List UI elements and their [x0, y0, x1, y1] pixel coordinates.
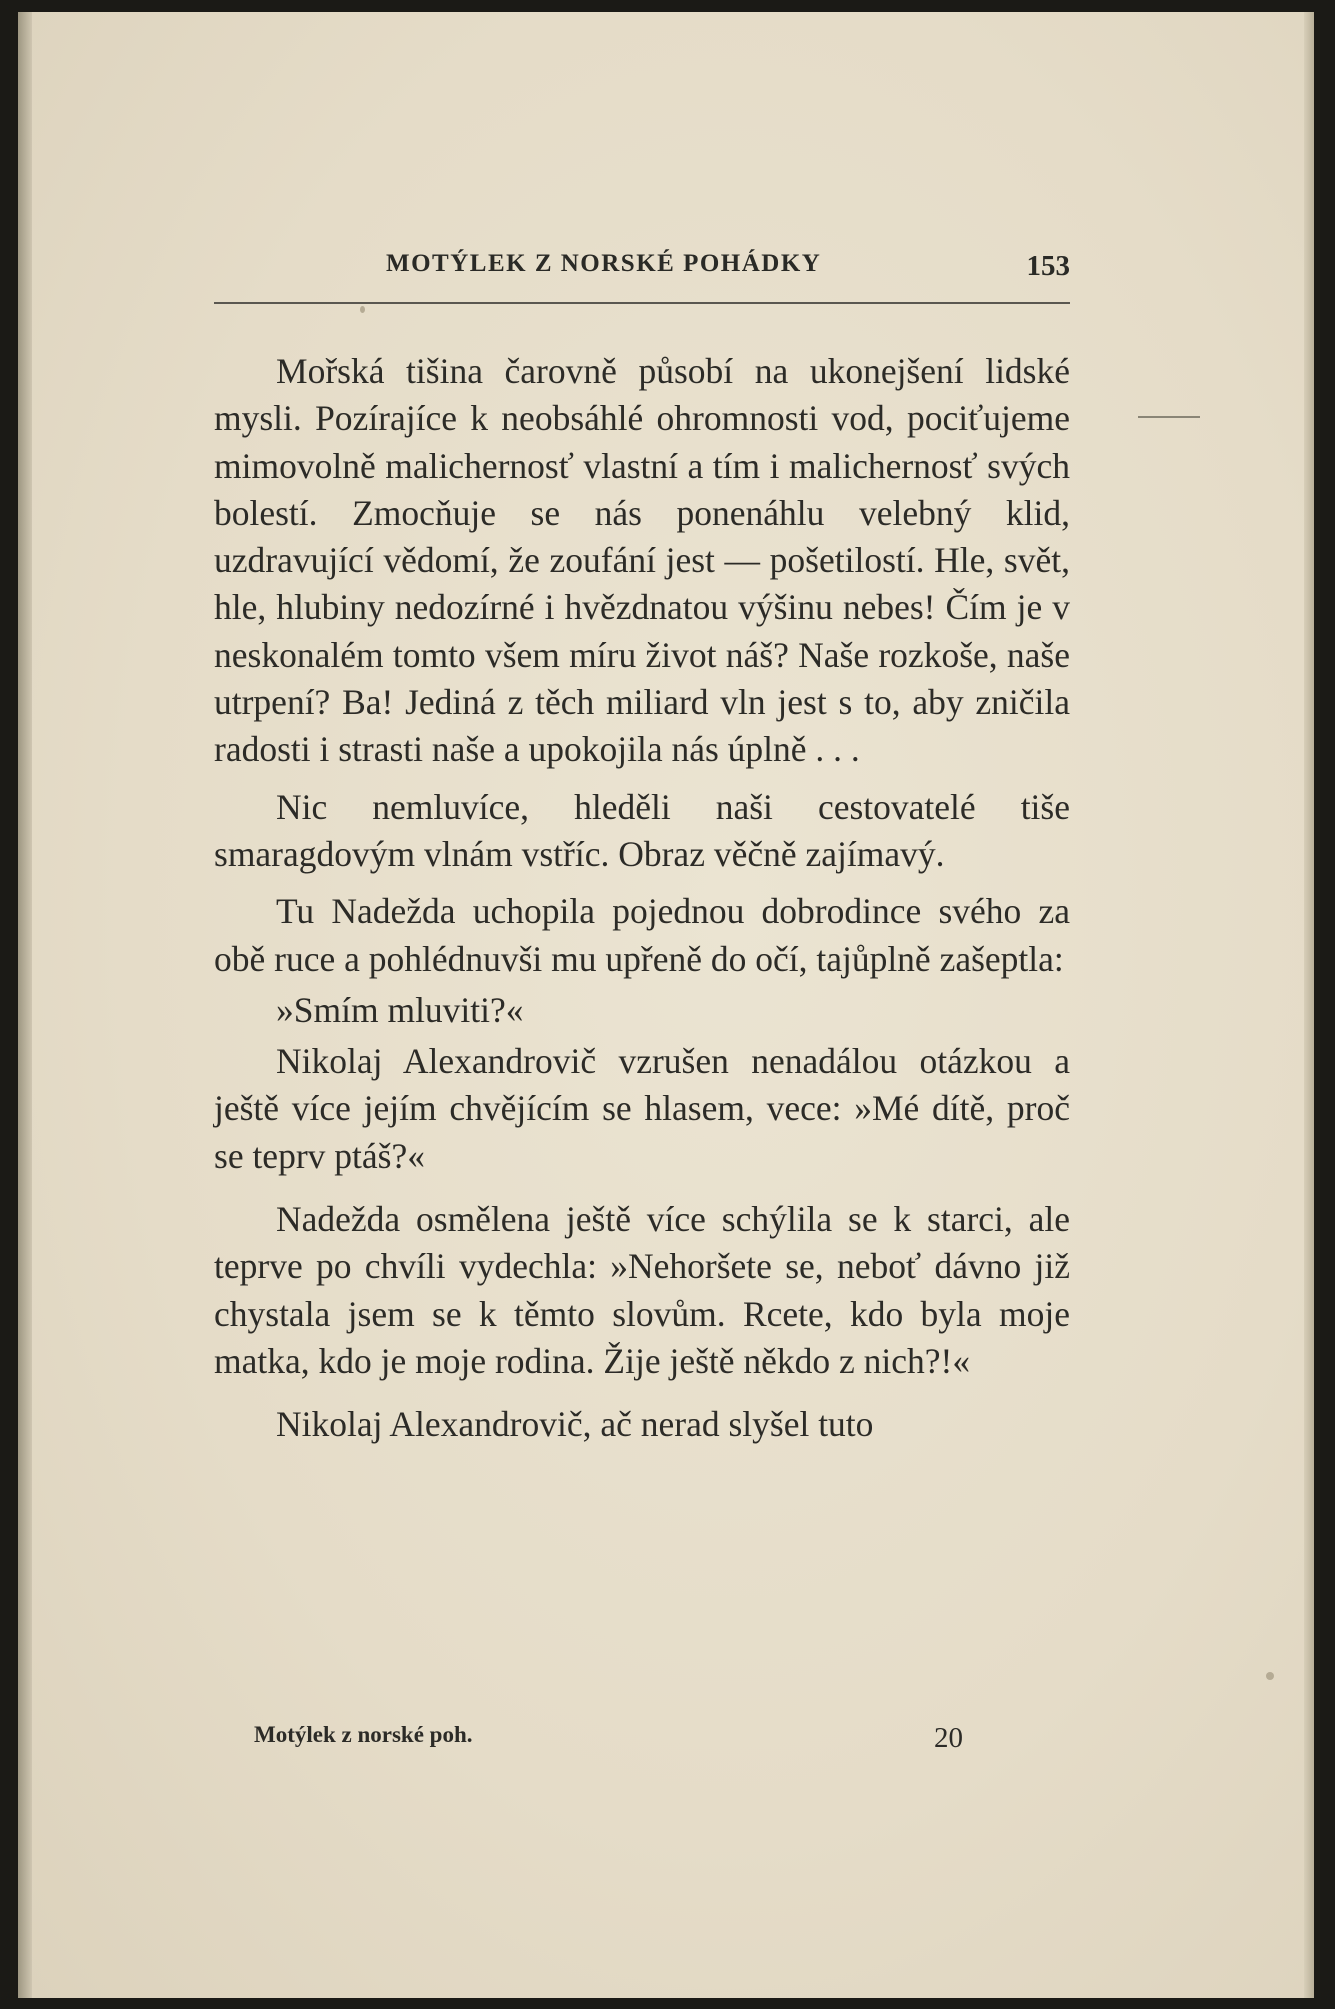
running-head [214, 250, 1070, 290]
signature-line [254, 1722, 974, 1758]
paragraph: Mořská tišina čarovně působí na ukonejšení lidské mysli. Pozírajíce k neobsáhlé ohromnosti vod, pociťujeme mimovolně malichernosť vlastní a tím i malichernosť svých bolestí. Zmocňuje se nás ponenáhlu velebný klid, uzdravující vědomí, že zoufání jest — pošetilostí. Hle, svět, hle, hlubiny nedozírné i hvězdnatou výšinu nebes! Čím je v neskonalém tomto všem míru život náš? Naše rozkoše, naše utrpení? Ba! Jediná z těch miliard vln jest s to, aby zničila radosti i strasti naše a upokojila nás úplně . . . [214, 351, 1070, 770]
paragraph: Nikolaj Alexandrovič, ač nerad slyšel tuto [276, 1404, 874, 1445]
running-title: MOTÝLEK Z NORSKÉ POHÁDKY [386, 250, 822, 277]
signature-mark: 20 [934, 1722, 963, 1754]
signature-title: Motýlek z norské poh. [254, 1722, 473, 1747]
paper-stain [1266, 1672, 1274, 1680]
paper-stain [360, 306, 365, 313]
margin-pencil-mark [1138, 416, 1200, 418]
paragraph: Nadežda osmělena ještě více schýlila se k starci, ale teprve po chvíli vydechla: »Nehoršete se, neboť dávno již chystala jsem se k těmto slovům. Rcete, kdo byla moje matka, kdo je moje rodina. Žije ještě někdo z nich?!« [214, 1199, 1070, 1381]
page-number: 153 [1026, 250, 1070, 282]
book-page [18, 12, 1314, 1998]
paragraph: Nic nemluvíce, hleděli naši cestovatelé tiše smaragdovým vlnám vstříc. Obraz věčně zajímavý. [214, 786, 1070, 874]
paragraph: Nikolaj Alexandrovič vzrušen nenadálou otázkou a ještě více jejím chvějícím se hlasem, vece: »Mé dítě, proč se teprv ptáš?« [214, 1041, 1070, 1176]
page-spine-shadow [18, 12, 32, 1998]
body-text [214, 348, 1070, 1449]
paragraph: »Smím mluviti?« [276, 989, 524, 1030]
page-edge [1304, 12, 1314, 1998]
paragraph: Tu Nadežda uchopila pojednou dobrodince svého za obě ruce a pohlédnuvši mu upřeně do očí, tajůplně zašeptla: [214, 891, 1070, 979]
header-rule [214, 302, 1070, 304]
